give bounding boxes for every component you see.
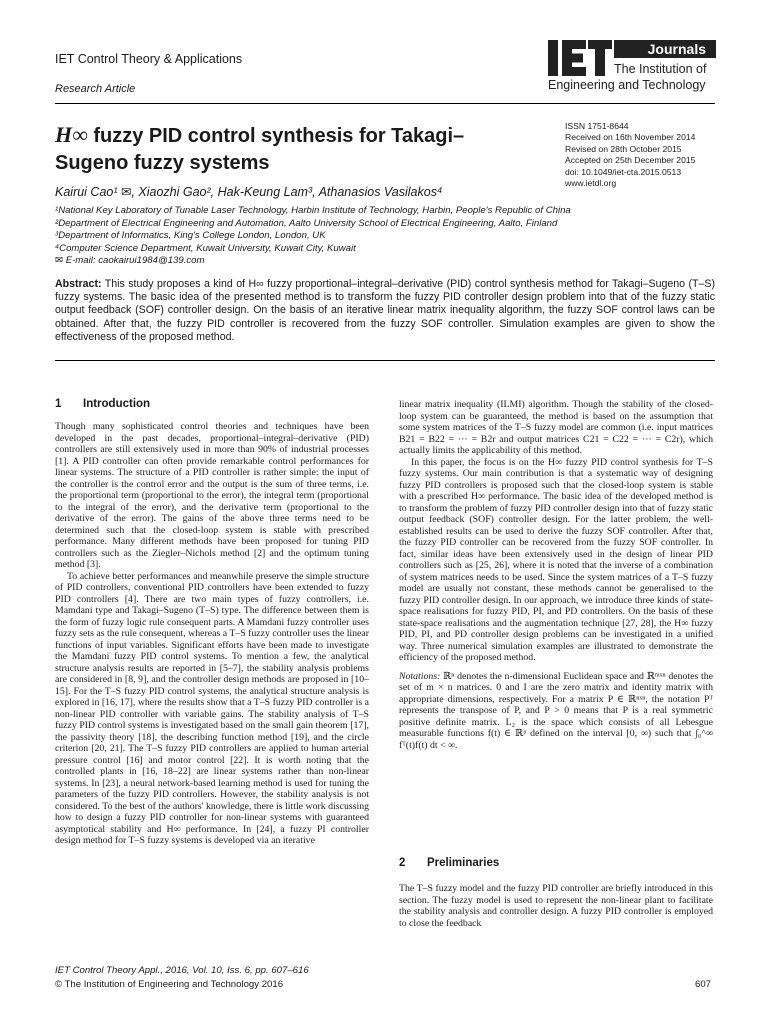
website[interactable]: www.ietdl.org [565,178,617,189]
section-heading-introduction [55,398,150,410]
abstract [55,278,715,344]
institution-line-2: Engineering and Technology [548,78,706,92]
affiliations [55,205,571,268]
paragraph: linear matrix inequality (ILMI) algorithm. Though the stability of the closed-loop system can be guaranteed, the method is based on the assumption that some system matrices of the T–S fuzzy model are common (i.e. input matrices B21 = B22 = ··· = B2r and output matrices C21 = C22 = ··· = C2r), which actually limits the applicability of this method. [399,399,713,456]
iet-logo [548,40,716,96]
title-rest: fuzzy PID control synthesis for Takagi–Sugeno fuzzy systems [55,125,465,174]
authors: Kairui Cao¹ ✉, Xiaozhi Gao², Hak-Keung Lam³, Athanasios Vasilakos⁴ [55,185,443,199]
affiliation-2: ²Department of Electrical Engineering and Automation, Aalto University School of Electrical Engineering, Aalto, Finland [55,217,558,229]
notations-text: ℝⁿ denotes the n-dimensional Euclidean space and ℝᵐˣⁿ denotes the set of m × n matrices. 0 and I are the zero matrix and identity matrix with appropriate dimensions, respectively. For a matrix P ∈ ℝⁿˣⁿ, the notation Pᵀ represents the transpose of P, and P > 0 means that P is a real symmetric positive definite matrix. L₂ is the space which consists of all Lebesgue measurable functions f(t) ∈ ℝᵖ defined on the interval [0, ∞) such that ∫₀^∞ fᵀ(t)f(t) dt < ∞. [399,670,713,751]
journals-badge: Journals [614,40,716,58]
paper-title [55,121,515,177]
right-column [399,399,713,751]
article-type: Research Article [55,83,136,95]
affiliation-4: ⁴Computer Science Department, Kuwait University, Kuwait City, Kuwait [55,242,356,254]
section-title: Preliminaries [427,857,500,869]
left-column [55,421,369,847]
paragraph: Though many sophisticated control theories and techniques have been developed in the past decades, proportional–integral–derivative (PID) controllers are still extensively used in more than 90% of industrial processes [1]. A PID controller can often provide remarkable control performances for linear systems. The structure of a PID controller is rather simple: the input of the controller is the control error and the output is the sum of three terms, i.e. the proportional term (proportional to the error), the integral term (proportional to the integral of the error), and the derivative term (proportional to the derivative of the error). The gains of the above three terms need to be determined such that the closed-loop system is stable with prescribed performance. Many different methods have been proposed for tuning PID controllers such as the Ziegler–Nichols method [2] and the optimum tuning method [3]. [55,421,369,570]
author-email[interactable]: ✉ E-mail: caokairui1984@139.com [55,255,205,267]
affiliation-1: ¹National Key Laboratory of Tunable Laser Technology, Harbin Institute of Technology, Harbin, People's Republic of China [55,205,571,216]
section-heading-preliminaries [399,857,499,869]
accepted-date: Accepted on 25th December 2015 [565,155,696,166]
journal-name: IET Control Theory & Applications [55,52,243,66]
header-rule [55,103,715,104]
doi[interactable]: doi: 10.1049/iet-cta.2015.0513 [565,166,682,177]
section-number: 1 [55,398,62,410]
paragraph: To achieve better performances and meanwhile preserve the simple structure of PID controllers, conventional PID controllers have been extended to fuzzy PID controllers [4]. There are two main types of fuzzy controllers, i.e. Mamdani type and Takagi–Sugeno (T–S) type. The difference between them is the form of fuzzy logic rule consequent parts. A Mamdani fuzzy controller uses fuzzy sets as the rule consequent, whereas a T–S fuzzy controller uses the linear functions of input variables. Significant efforts have been made to investigate the Mamdani fuzzy PID control systems. To mention a few, the analytical structure analysis results are reported in [5–7], the stability analysis problems are considered in [8, 9], and the controller design methods are proposed in [10–15]. For the T–S fuzzy PID control systems, the analytical structure analysis is explored in [16, 17], where the results show that a T–S fuzzy PID controller is a non-linear PID controller with variable gains. The stability analysis of T–S fuzzy PID control systems is investigated based on the small gain theorem [17], the passivity theory [18], the describing function method [19], and the circle criterion [20, 21]. The T–S fuzzy PID controllers are applied to human arterial pressure control [16] and motor control [22]. It is worth noting that the controlled plants in [16, 18–22] are linear systems rather than non-linear systems. In [23], a neural network-based learning method is used for tuning the parameters of the fuzzy PID controllers. However, the stability analysis is not considered. To the best of the authors' knowledge, there is little work discussing how to design a fuzzy PID controller for non-linear systems with guaranteed asymptotical stability and H∞ performance. In [24], a fuzzy PI controller design method for T–S fuzzy systems is developed via an iterative [55,570,369,846]
received-date: Received on 16th November 2014 [565,132,696,143]
section-number: 2 [399,857,406,869]
title-h-infinity: H∞ [55,122,88,147]
institution-line-1: The Institution of [614,62,707,76]
revised-date: Revised on 28th October 2015 [565,143,682,154]
paragraph: The T–S fuzzy model and the fuzzy PID controller are briefly introduced in this section. The fuzzy model is used to represent the non-linear plant to facilitate the stability analysis and controller design. A fuzzy PID controller is employed to close the feedback [399,883,713,929]
page-number: 607 [695,979,712,990]
abstract-rule [55,360,715,361]
abstract-label: Abstract: [55,278,102,290]
iet-letters-logo [548,40,612,76]
article-meta [565,121,695,189]
footer-journal-citation: IET Control Theory Appl., 2016, Vol. 10, Iss. 6, pp. 607–616 [55,965,309,976]
notations-paragraph [399,671,713,752]
paragraph: In this paper, the focus is on the H∞ fuzzy PID control synthesis for T–S fuzzy systems. Our main contribution is that a systematic way of designing fuzzy PID controllers is proposed such that the closed-loop system is stable with a prescribed H∞ performance. The basic idea of the developed method is to transform the problem of fuzzy PID controller design into that of fuzzy static output feedback (SOF) controller design. For the latter problem, the well-established results can be used to derive the fuzzy SOF controller. After that, the fuzzy PID controller can be recovered from the fuzzy SOF controller. In fact, similar ideas have been extensively used in the design of linear PID controllers such as [25, 26], where it is noted that the inverse of a combination of system matrices needs to be used. Since the system matrices of a T–S fuzzy model are usually not constant, these methods cannot be generalised to the fuzzy PID controller design. In our approach, we introduce three kinds of state-space realisations for fuzzy PID, PI, and PD controllers. On the basis of these state-space realisations and the augmentation technique [27, 28], the H∞ fuzzy PID, PI, and PD controller design problems can be investigated in a unified way. Three numerical simulation examples are illustrated to demonstrate the efficiency of the proposed method. [399,456,713,663]
right-column-continued [399,883,713,929]
notations-label: Notations: [399,670,441,682]
issn: ISSN 1751-8644 [565,121,629,131]
affiliation-3: ³Department of Informatics, King's College London, London, UK [55,230,326,242]
section-title: Introduction [83,398,151,410]
footer-copyright: © The Institution of Engineering and Technology 2016 [55,979,284,990]
abstract-text: This study proposes a kind of H∞ fuzzy proportional–integral–derivative (PID) control synthesis method for Takagi–Sugeno (T–S) fuzzy systems. The basic idea of the presented method is to transform the fuzzy PID controller design problem into that of the fuzzy static output feedback (SOF) controller design. On the basis of an iterative linear matrix inequality algorithm, the fuzzy SOF control laws can be obtained. After that, the fuzzy PID controller is recovered from the fuzzy SOF controller. Simulation examples are given to show the effectiveness of the proposed method. [55,278,715,343]
